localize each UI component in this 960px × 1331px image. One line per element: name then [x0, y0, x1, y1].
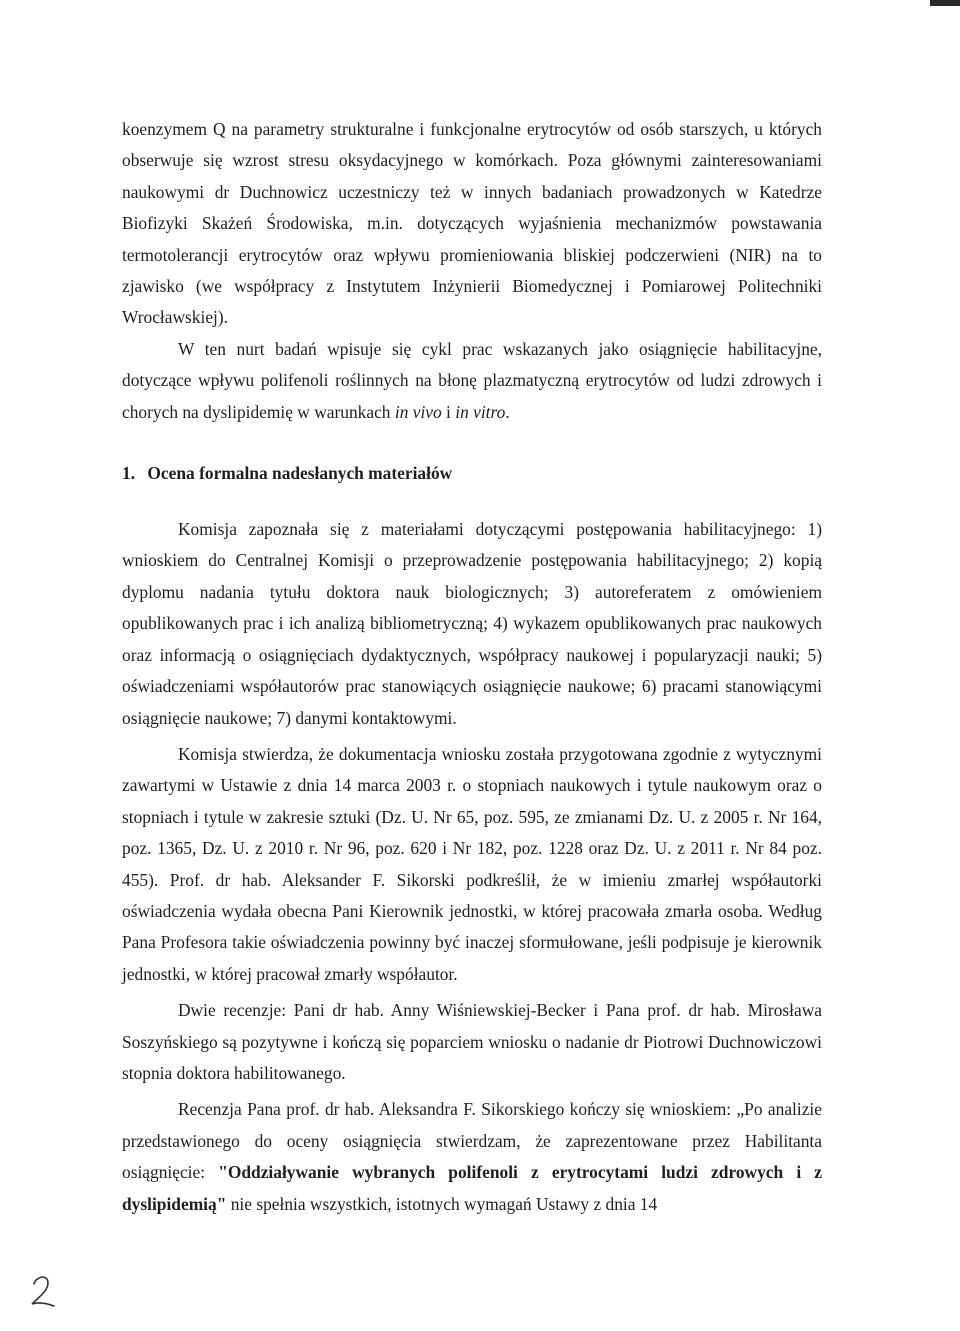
conjunction: i — [441, 401, 456, 422]
section-number: 1. — [122, 463, 136, 484]
in-vivo-term: in vivo — [394, 401, 442, 422]
achievement-title: "Oddziaływanie wybranych polifenoli z erytrocytami ludzi zdrowych i z dyslipidemią" — [122, 1162, 822, 1214]
sentence-end: . — [505, 401, 510, 422]
paragraph-intro: koenzymem Q na parametry strukturalne i funkcjonalne erytrocytów od osób starszych, u których obserwuje się wzrost stresu oksydacyjnego w komórkach. Poza głównymi zainteresowaniami naukowymi dr Duchnowicz uczestniczy też w innych badaniach prowadzonych w Katedrze Biofizyki Skażeń Środowiska, m.in. dotyczących wyjaśnienia mechanizmów powstawania termotolerancji erytrocytów oraz wpływu promieniowania bliskiej podczerwieni (NIR) na to zjawisko (we współpracy z Instytutem Inżynierii Biomedycznej i Pomiarowej Politechniki Wrocławskiej). — [122, 119, 822, 328]
paragraph-reviews: Dwie recenzje: Pani dr hab. Anny Wiśniewskiej-Becker i Pana prof. dr hab. Mirosława Soszyńskiego są pozytywne i kończą się poparciem wniosku o nadanie dr Piotrowi Duchnowiczowi stopnia doktora habilitowanego. — [122, 1000, 822, 1083]
paragraph-sikorski-review — [122, 1094, 822, 1220]
scan-corner-mark — [930, 0, 960, 6]
review-text-continued: nie spełnia wszystkich, istotnych wymagań Ustawy z dnia 14 — [226, 1193, 658, 1214]
section-heading — [122, 460, 822, 486]
paragraph-materials: Komisja zapoznała się z materiałami dotyczącymi postępowania habilitacyjnego: 1) wnioskiem do Centralnej Komisji o przeprowadzenie postępowania habilitacyjnego; 2) kopią dyplomu nadania tytułu doktora nauk biologicznych; 3) autoreferatem z omówieniem opublikowanych prac i ich analizą bibliometryczną; 4) wykazem opublikowanych prac naukowych oraz informacją o osiągnięciach dydaktycznych, współpracy naukowej i popularyzacji nauki; 5) oświadczeniami współautorów prac stanowiących osiągnięcie naukowe; 6) pracami stanowiącymi osiągnięcie naukowe; 7) danymi kontaktowymi. — [122, 519, 822, 728]
paragraph-research-scope-text: W ten nurt badań wpisuje się cykl prac wskazanych jako osiągnięcie habilitacyjne, dotyczące wpływu polifenoli roślinnych na błonę plazmatyczną erytrocytów od ludzi zdrowych i chorych na dyslipidemię w warunkach — [122, 338, 822, 422]
document-page — [122, 114, 822, 1220]
in-vitro-term: in vitro — [455, 401, 506, 422]
page-number-text: 2 — [28, 1270, 29, 1271]
paragraph-documentation: Komisja stwierdza, że dokumentacja wniosku została przygotowana zgodnie z wytycznymi zawartymi w Ustawie z dnia 14 marca 2003 r. o stopniach naukowych i tytule naukowym oraz o stopniach i tytule w zakresie sztuki (Dz. U. Nr 65, poz. 595, ze zmianami Dz. U. z 2005 r. Nr 164, poz. 1365, Dz. U. z 2010 r. Nr 96, poz. 620 i Nr 182, poz. 1228 oraz Dz. U. z 2011 r. Nr 84 poz. 455). Prof. dr hab. Aleksander F. Sikorski podkreślił, że w imieniu zmarłej współautorki oświadczenia wydała obecna Pani Kierownik jednostki, w której pracowała zmarła osoba. Według Pana Profesora takie oświadczenia powinny być inaczej sformułowane, jeśli podpisuje je kierownik jednostki, w której pracował zmarły współautor. — [122, 743, 822, 984]
review-text: Recenzja Pana prof. dr hab. Aleksandra F. Sikorskiego kończy się wnioskiem: „Po analizie przedstawionego do oceny osiągnięcia stwierdzam, że zaprezentowane przez Habilitanta osiągnięcie: — [122, 1099, 822, 1183]
handwritten-page-number — [28, 1270, 58, 1310]
paragraph-research-scope — [122, 334, 822, 428]
section-title: Ocena formalna nadesłanych materiałów — [147, 463, 453, 484]
